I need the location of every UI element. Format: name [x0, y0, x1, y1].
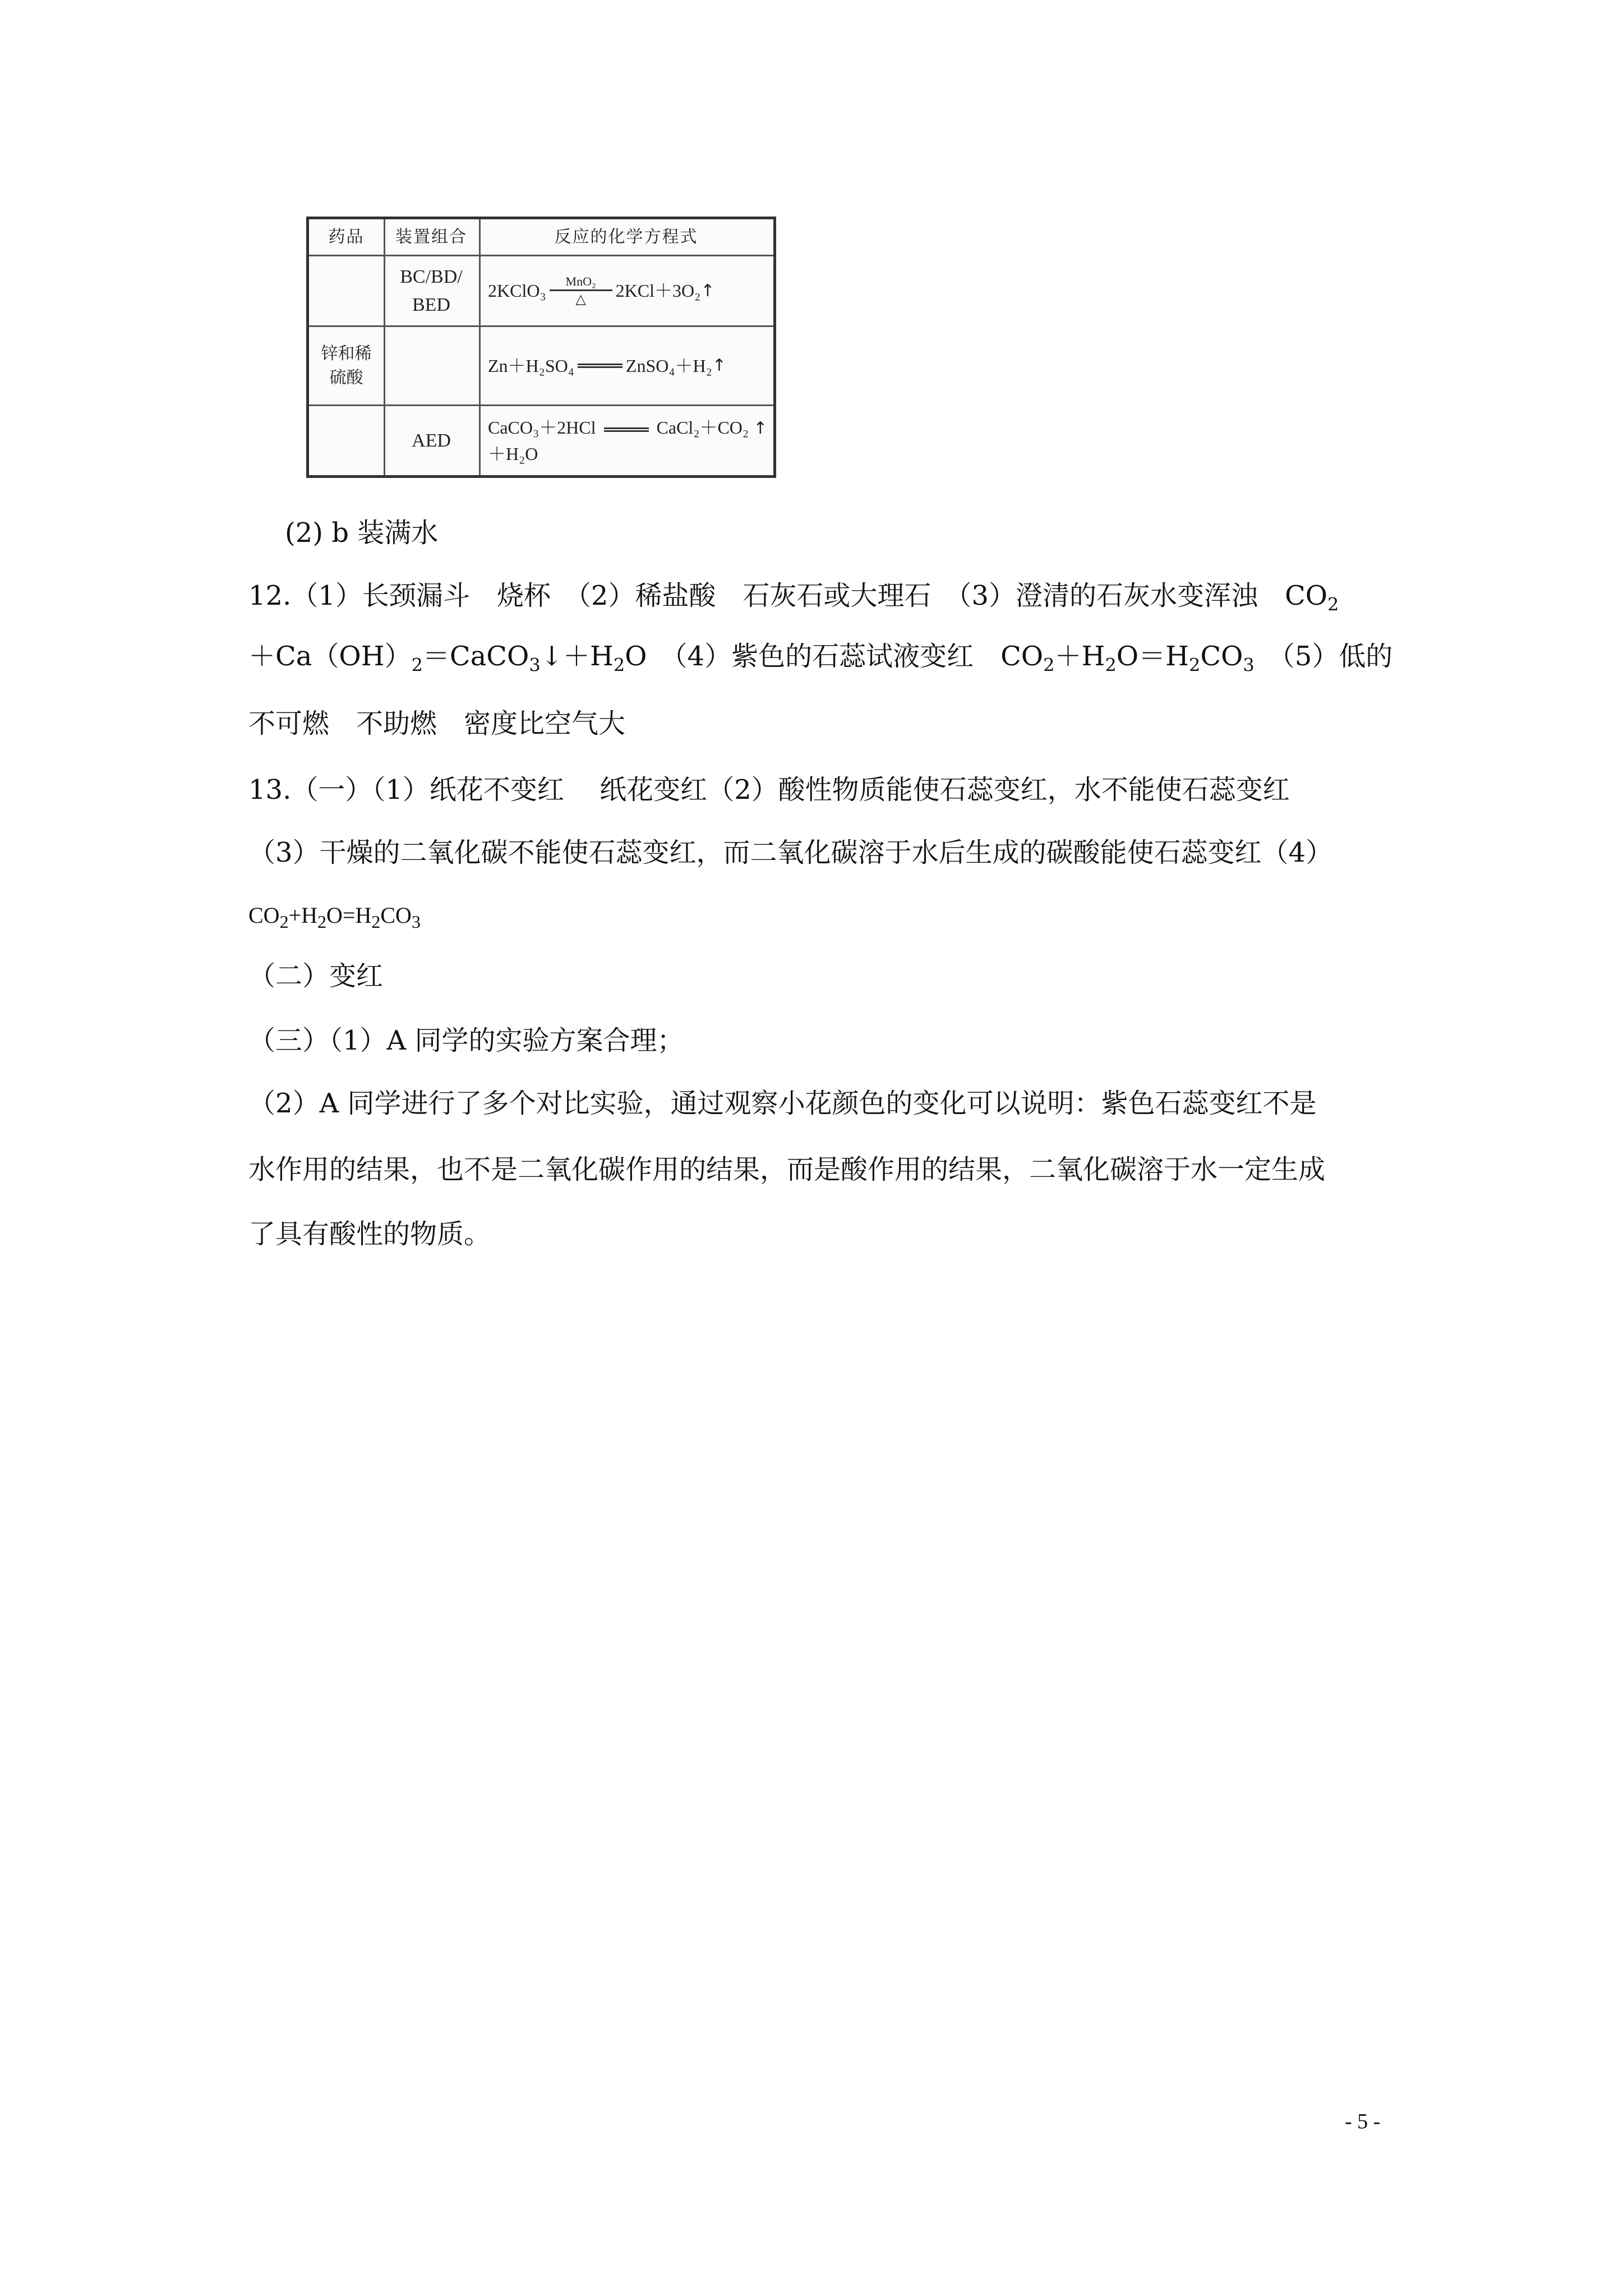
answer-11-2: (2) b 装满水 [285, 517, 439, 549]
row3-eq-left: CaCO₃＋2HCl [488, 417, 596, 438]
row1-apparatus: BC/BD/ BED [400, 266, 463, 315]
row1-equation [479, 256, 773, 325]
gas-arrow-icon: ↑ [700, 280, 715, 301]
row3-reagent [309, 406, 384, 475]
header-equation: 反应的化学方程式 [554, 227, 698, 247]
row2-eq-left: Zn＋H₂SO₄ [488, 355, 574, 376]
answer-12-line3: 不可燃 不助燃 密度比空气大 [248, 708, 626, 739]
equals-sign [604, 427, 649, 432]
answer-13-part3-2b: 水作用的结果，也不是二氧化碳作用的结果，而是酸作用的结果，二氧化碳溶于水一定生成 [248, 1154, 1326, 1185]
answer-12-line1: 12.（1）长颈漏斗 烧杯 （2）稀盐酸 石灰石或大理石 （3）澄清的石灰水变浑浊 $CO_2$ [248, 580, 1339, 615]
header-reagent: 药品 [328, 227, 365, 247]
row1-eq-left: 2KClO₃ [488, 280, 546, 301]
gas-arrow-icon: ↑ [712, 356, 726, 376]
row1-reagent [309, 256, 384, 325]
answer-12-line2: $+Ca(OH)_2=CaCO_3↓+H_2O$ （4）紫色的石蕊试液变红 $CO_2+H_2O=H_2CO_3$ （5）低的 [248, 641, 1393, 676]
answer-13-line1: 13.（一）（1）纸花不变红 纸花变红（2）酸性物质能使石蕊变红，水不能使石蕊变红 [248, 774, 1290, 806]
reaction-condition [550, 275, 612, 307]
equals-sign [578, 364, 623, 368]
row3-equation [479, 406, 773, 475]
row1-eq-right: 2KCl＋3O₂ [615, 280, 701, 301]
row3-eq-cont: ＋H₂O [488, 443, 538, 464]
heat-icon: △ [575, 292, 586, 307]
row2-eq-right: ZnSO₄＋H₂ [625, 355, 712, 376]
row3-apparatus: AED [412, 430, 451, 451]
gas-arrow-icon: ↑ [753, 418, 768, 439]
header-apparatus: 装置组合 [395, 227, 467, 247]
reaction-table [306, 217, 776, 478]
answer-13-line3: $CO_2+H_2O=H_2CO_3$ [248, 903, 421, 932]
page-number: - 5 - [1345, 2110, 1381, 2133]
row2-equation [479, 327, 773, 404]
answer-13-part2: （二）变红 [248, 960, 384, 992]
row2-reagent: 锌和稀 硫酸 [321, 343, 372, 388]
reaction-line [550, 289, 612, 291]
answer-13-part3-2a: （2）A 同学进行了多个对比实验，通过观察小花颜色的变化可以说明：紫色石蕊变红不是 [248, 1088, 1317, 1119]
row3-eq-right: CaCl₂＋CO₂ [656, 417, 749, 438]
row2-apparatus [384, 327, 479, 404]
answer-13-line2: （3）干燥的二氧化碳不能使石蕊变红，而二氧化碳溶于水后生成的碳酸能使石蕊变红（4） [248, 837, 1333, 868]
catalyst-label: MnO₂ [565, 274, 596, 288]
answer-13-part3-1: （三）（1）A 同学的实验方案合理； [248, 1025, 684, 1056]
answer-13-part3-2c: 了具有酸性的物质。 [248, 1218, 491, 1250]
